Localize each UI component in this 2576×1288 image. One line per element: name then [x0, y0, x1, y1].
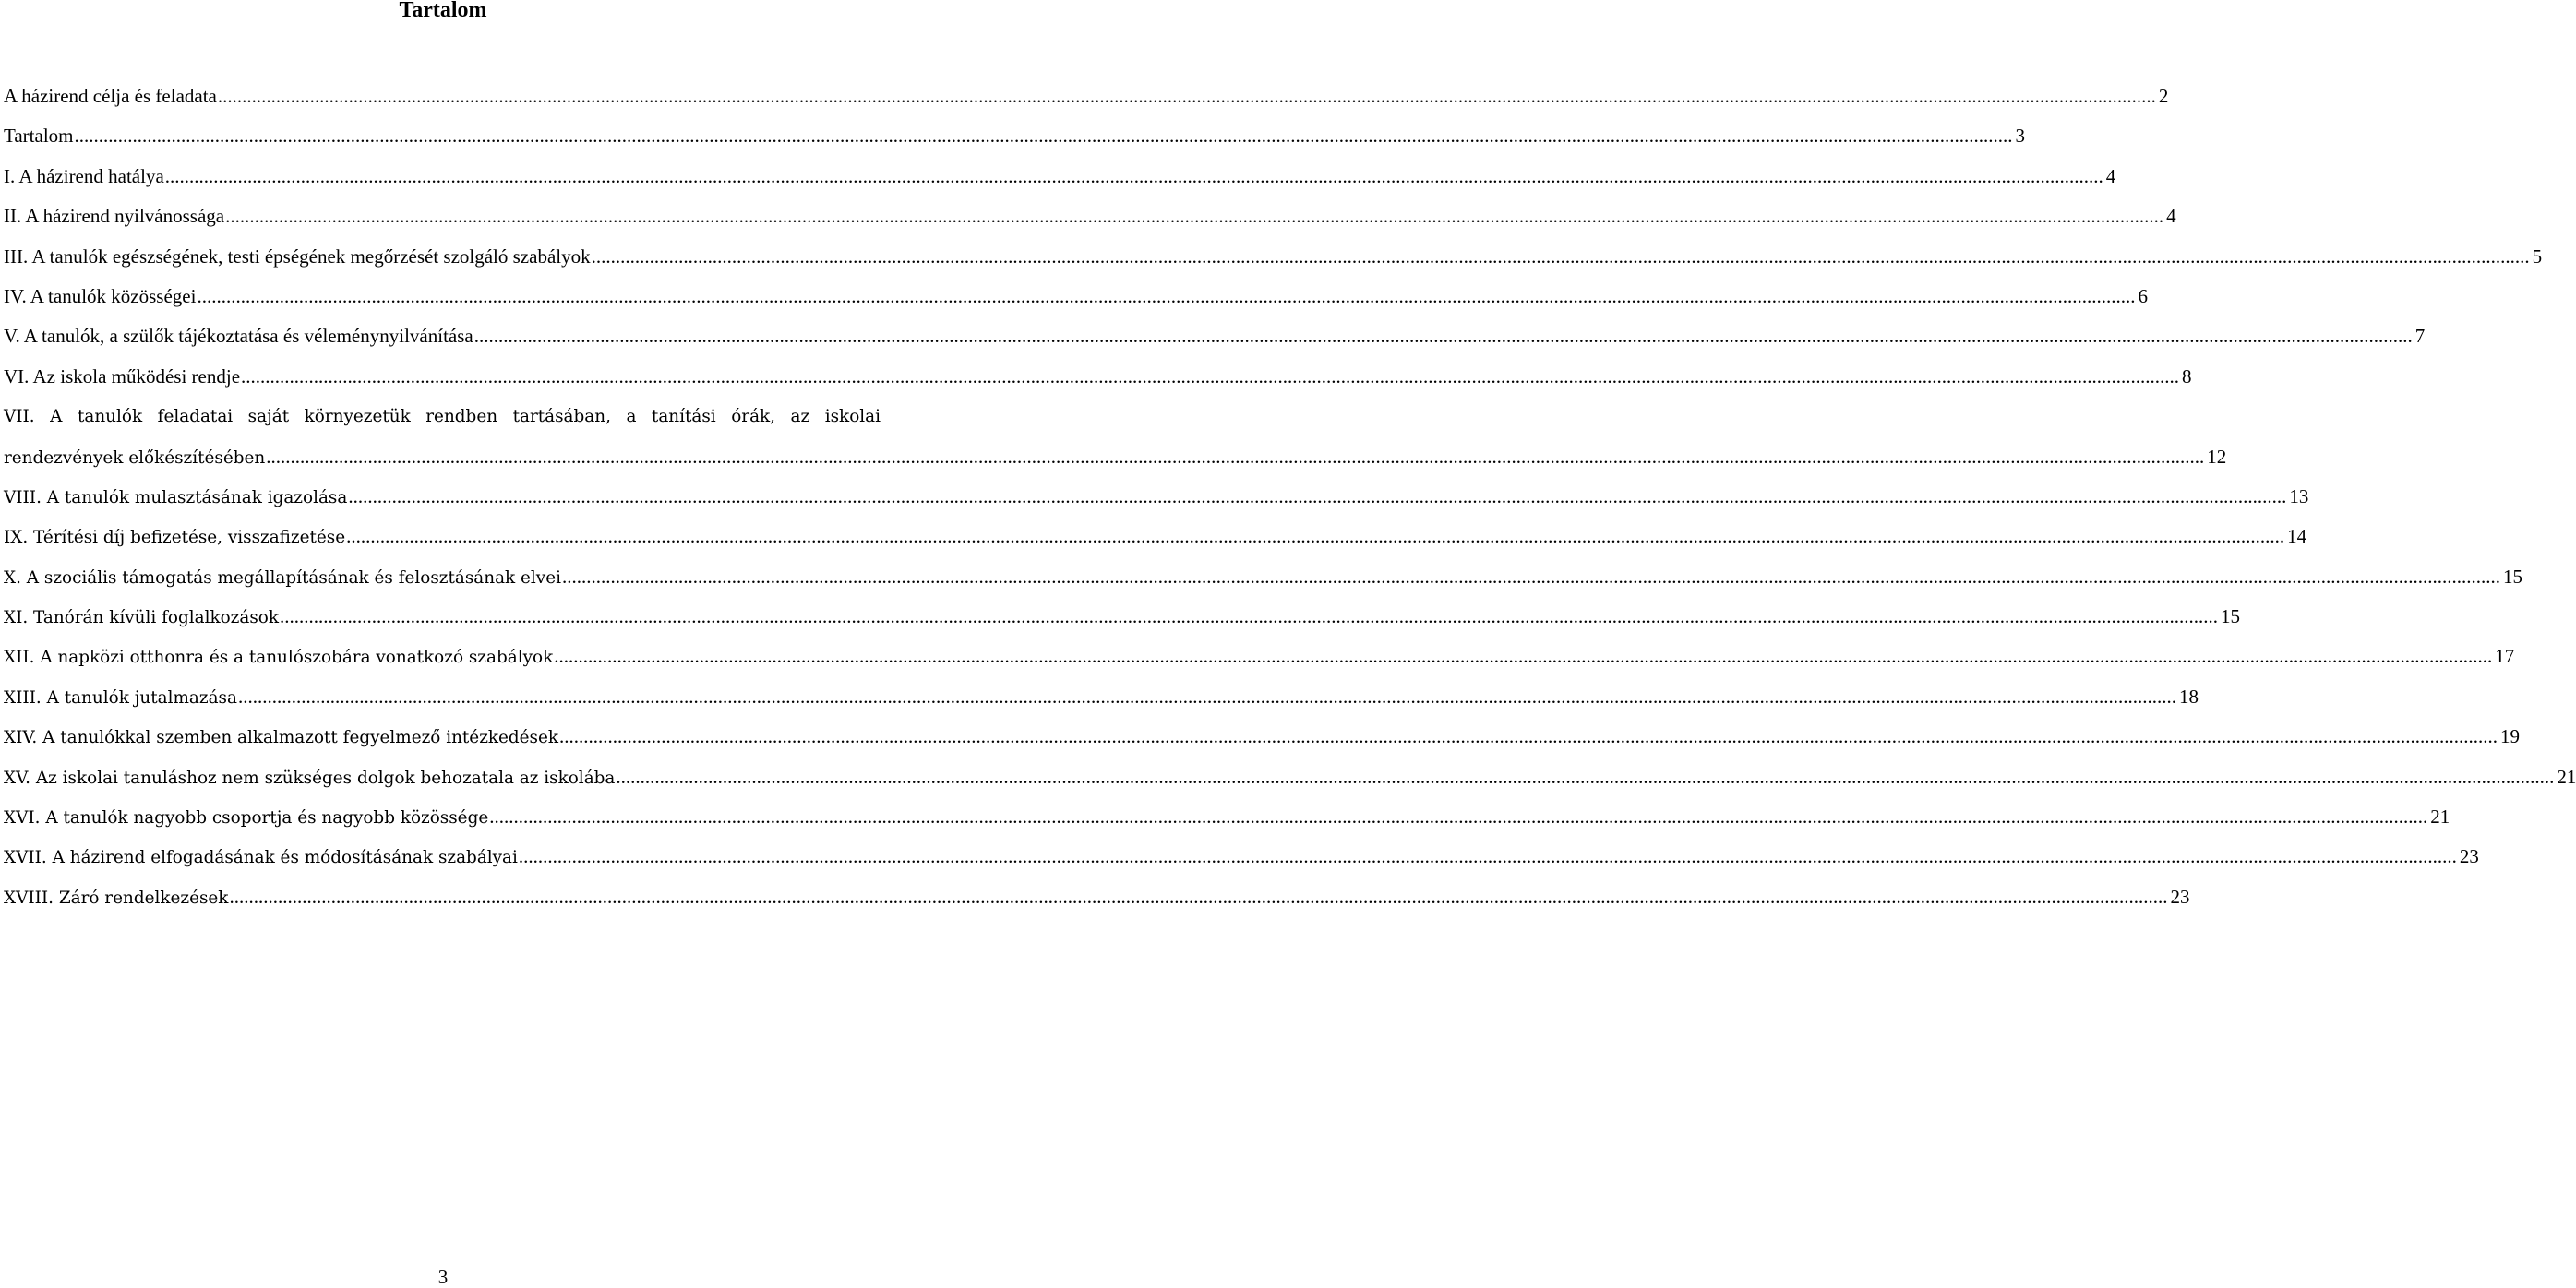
- toc-entry-title-line2: rendezvények előkészítésében: [4, 447, 266, 468]
- toc-entry-page: 23: [2170, 885, 2190, 908]
- toc-leader-dots: ................................................................................................................................................................................................................................................................................................................................................................................................................: [266, 445, 2205, 468]
- toc-entry-title: VI. Az iskola működési rendje: [4, 364, 241, 388]
- toc-entry-title-line1: VII. A tanulók feladatai saját környezetük rendben tartásában, a tanítási órák, az iskolai: [4, 407, 881, 427]
- toc-entry-page: 4: [2166, 205, 2176, 228]
- toc-leader-dots: ................................................................................................................................................................................................................................................................................................................................................................................................................: [237, 685, 2176, 708]
- toc-entry-page: 18: [2178, 685, 2199, 708]
- toc-entry[interactable]: [4, 557, 2522, 597]
- toc-entry[interactable]: [4, 157, 2116, 197]
- toc-entry-page: 4: [2105, 164, 2116, 187]
- table-of-contents: [4, 77, 2576, 917]
- toc-entry[interactable]: [4, 597, 2240, 637]
- toc-entry-title: X. A szociális támogatás megállapításának és felosztásának elvei: [4, 567, 561, 588]
- toc-entry-page: 6: [2138, 284, 2148, 307]
- toc-entry-page: 15: [2221, 605, 2240, 628]
- toc-entry[interactable]: [4, 677, 2199, 717]
- toc-entry-title: A házirend célja és feladata: [4, 85, 217, 107]
- toc-entry-title: XVII. A házirend elfogadásának és módosításának szabályai: [4, 848, 518, 868]
- toc-entry[interactable]: [4, 237, 2543, 277]
- toc-entry-title: VIII. A tanulók mulasztásának igazolása: [4, 487, 348, 507]
- toc-leader-dots: ................................................................................................................................................................................................................................................................................................................................................................................................................: [489, 805, 2428, 829]
- toc-leader-dots: ................................................................................................................................................................................................................................................................................................................................................................................................................: [346, 525, 2285, 548]
- toc-leader-dots: ................................................................................................................................................................................................................................................................................................................................................................................................................: [554, 645, 2493, 668]
- toc-entry-title: IV. A tanulók közösségei: [4, 284, 197, 307]
- toc-entry-title: XVIII. Záró rendelkezések: [4, 888, 229, 908]
- toc-entry-page: 3: [2015, 125, 2025, 148]
- toc-entry[interactable]: [4, 316, 2426, 356]
- toc-entry-title: I. A házirend hatálya: [4, 164, 164, 187]
- toc-leader-dots: ................................................................................................................................................................................................................................................................................................................................................................................................................: [217, 85, 2156, 107]
- toc-entry[interactable]: [4, 877, 2190, 917]
- toc-entry-page: 13: [2289, 484, 2309, 507]
- toc-entry-line2: [4, 437, 2227, 477]
- toc-entry[interactable]: [4, 277, 2148, 316]
- toc-entry[interactable]: [4, 837, 2479, 877]
- page-title: Tartalom: [399, 0, 487, 22]
- toc-entry-title: XIV. A tanulókkal szemben alkalmazott fegyelmező intézkedések: [4, 728, 559, 748]
- toc-entry[interactable]: [4, 197, 2176, 236]
- toc-leader-dots: ................................................................................................................................................................................................................................................................................................................................................................................................................: [591, 244, 2530, 268]
- toc-entry-title: V. A tanulók, a szülők tájékoztatása és véleménynyilvánítása: [4, 325, 473, 348]
- toc-entry-title: Tartalom: [4, 125, 74, 148]
- toc-entry-page: 7: [2414, 325, 2426, 348]
- toc-entry-title: IX. Térítési díj befizetése, visszafizetése: [4, 528, 346, 548]
- toc-entry[interactable]: [4, 717, 2521, 757]
- toc-leader-dots: ................................................................................................................................................................................................................................................................................................................................................................................................................: [518, 845, 2457, 868]
- toc-entry[interactable]: [4, 116, 2025, 156]
- toc-entry-title: XII. A napközi otthonra és a tanulószobára vonatkozó szabályok: [4, 648, 554, 668]
- toc-entry-page: 8: [2182, 364, 2192, 388]
- toc-entry-title: XV. Az iskolai tanuláshoz nem szükséges dolgok behozatala az iskolába: [4, 768, 616, 788]
- toc-leader-dots: ................................................................................................................................................................................................................................................................................................................................................................................................................: [229, 885, 2168, 908]
- toc-entry-page: 21: [2557, 765, 2576, 788]
- toc-entry-title: XVI. A tanulók nagyobb csoportja és nagyobb közössége: [4, 808, 489, 829]
- toc-entry-page: 12: [2207, 445, 2227, 468]
- toc-leader-dots: ................................................................................................................................................................................................................................................................................................................................................................................................................: [241, 364, 2180, 388]
- toc-entry[interactable]: [4, 397, 2227, 477]
- toc-leader-dots: ................................................................................................................................................................................................................................................................................................................................................................................................................: [473, 325, 2413, 348]
- toc-leader-dots: ................................................................................................................................................................................................................................................................................................................................................................................................................: [561, 565, 2500, 588]
- toc-entry-page: 19: [2500, 725, 2521, 748]
- page-number: 3: [437, 1266, 449, 1288]
- toc-entry-page: 14: [2287, 525, 2307, 548]
- toc-entry-page: 2: [2158, 85, 2169, 107]
- toc-entry-title: XI. Tanórán kívüli foglalkozások: [4, 608, 279, 628]
- toc-leader-dots: ................................................................................................................................................................................................................................................................................................................................................................................................................: [616, 765, 2555, 788]
- toc-entry-title: II. A házirend nyilvánossága: [4, 205, 225, 228]
- toc-leader-dots: ................................................................................................................................................................................................................................................................................................................................................................................................................: [348, 484, 2287, 507]
- toc-entry-page: 17: [2495, 645, 2515, 668]
- toc-leader-dots: ................................................................................................................................................................................................................................................................................................................................................................................................................: [74, 125, 2013, 148]
- toc-entry-page: 15: [2502, 565, 2522, 588]
- toc-entry[interactable]: [4, 77, 2169, 116]
- toc-entry[interactable]: [4, 757, 2576, 797]
- toc-entry-page: 23: [2459, 845, 2479, 868]
- toc-entry-title: III. A tanulók egészségének, testi épségének megőrzését szolgáló szabályok: [4, 244, 591, 268]
- toc-entry[interactable]: [4, 797, 2450, 837]
- toc-entry[interactable]: [4, 637, 2515, 676]
- toc-leader-dots: ................................................................................................................................................................................................................................................................................................................................................................................................................: [197, 284, 2136, 307]
- toc-leader-dots: ................................................................................................................................................................................................................................................................................................................................................................................................................: [559, 725, 2498, 748]
- toc-leader-dots: ................................................................................................................................................................................................................................................................................................................................................................................................................: [280, 605, 2218, 628]
- toc-leader-dots: ................................................................................................................................................................................................................................................................................................................................................................................................................: [164, 164, 2103, 187]
- toc-entry-title: XIII. A tanulók jutalmazása: [4, 687, 237, 708]
- toc-leader-dots: ................................................................................................................................................................................................................................................................................................................................................................................................................: [225, 205, 2164, 228]
- toc-entry-page: 5: [2532, 244, 2543, 268]
- toc-entry-page: 21: [2430, 805, 2450, 829]
- toc-entry[interactable]: [4, 477, 2309, 517]
- toc-entry[interactable]: [4, 357, 2192, 397]
- toc-entry[interactable]: [4, 517, 2307, 556]
